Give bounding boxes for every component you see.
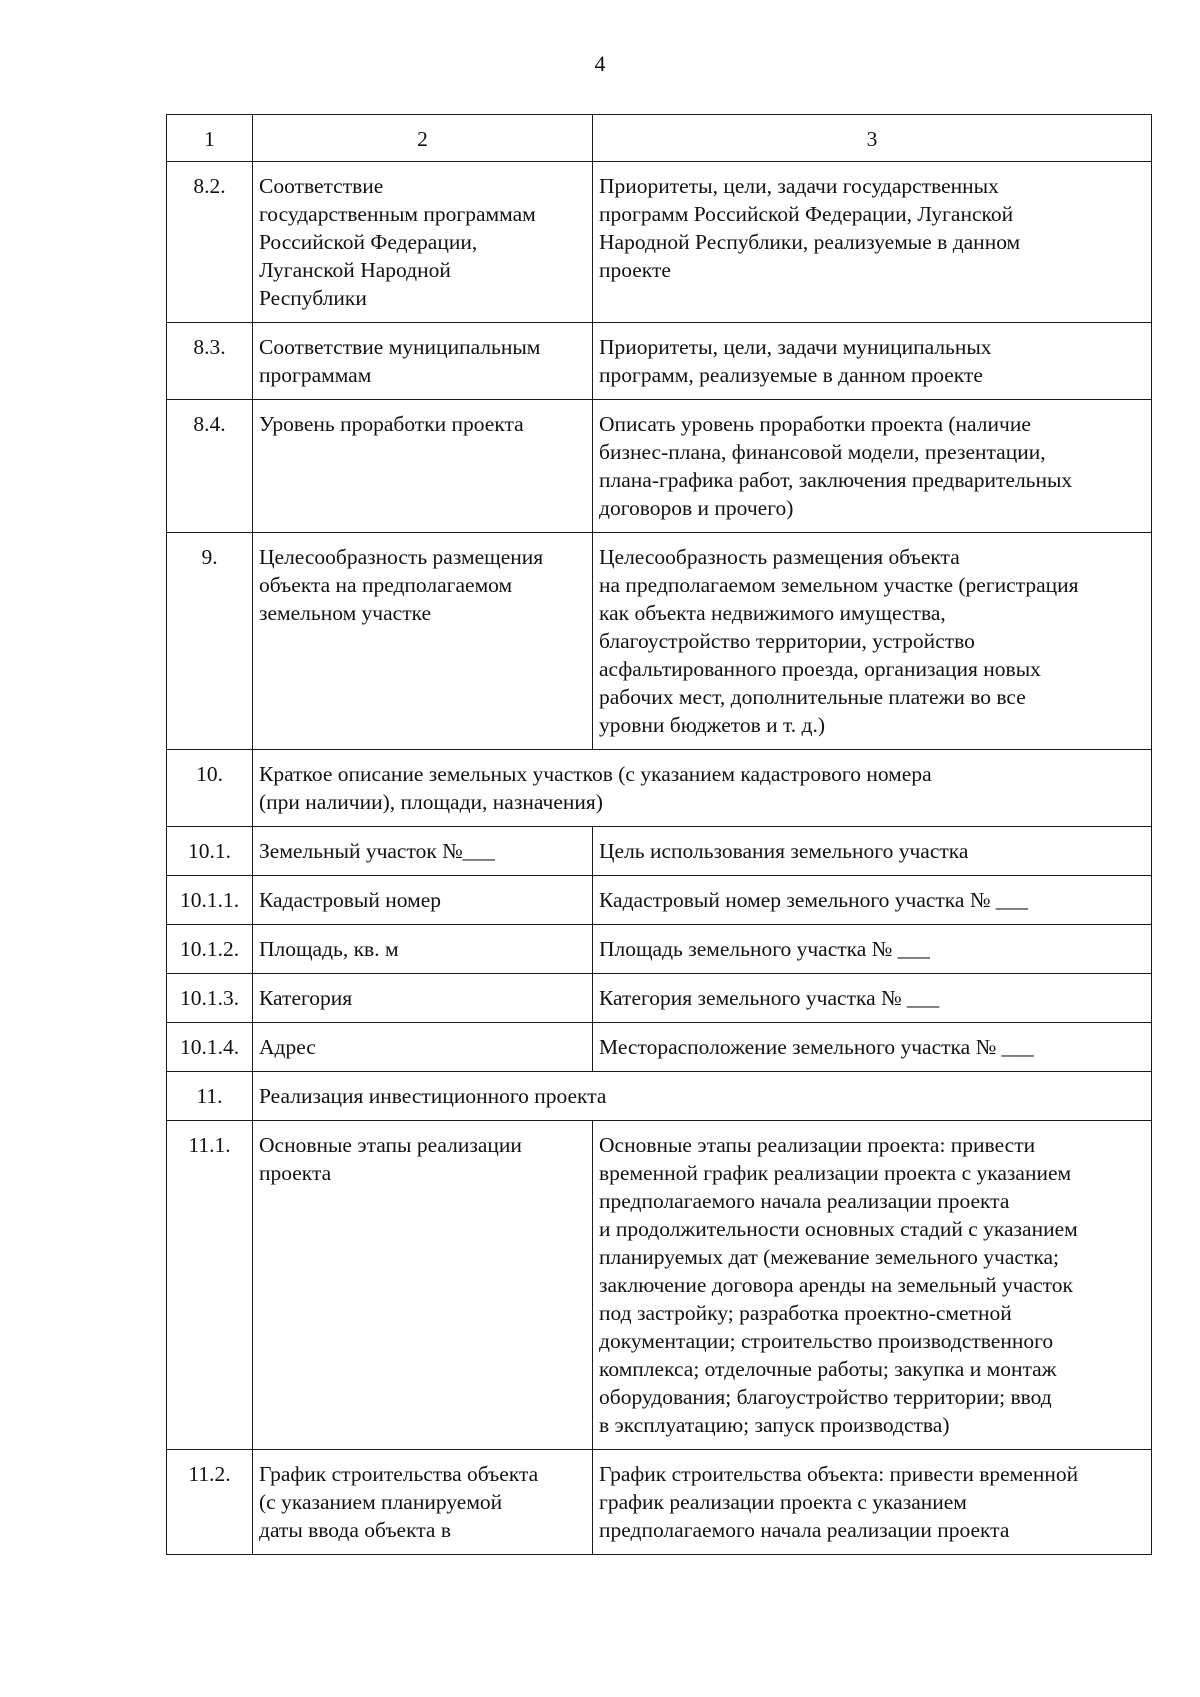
row-description: Приоритеты, цели, задачи государственных программ Российской Федерации, Луганской Народной Республики, реализуемые в данном проекте <box>593 162 1152 323</box>
section-title: Реализация инвестиционного проекта <box>253 1072 1152 1121</box>
table-row <box>167 876 1152 925</box>
row-description: Описать уровень проработки проекта (наличие бизнес-плана, финансовой модели, презентации, плана-графика работ, заключения предварительных договоров и прочего) <box>593 400 1152 533</box>
project-passport-table <box>166 114 1152 1555</box>
row-number: 10. <box>167 750 253 827</box>
row-number: 10.1. <box>167 827 253 876</box>
row-name: Площадь, кв. м <box>253 925 593 974</box>
page-number: 4 <box>594 51 606 76</box>
table-row <box>167 533 1152 750</box>
table-section-row <box>167 1072 1152 1121</box>
row-description: Цель использования земельного участка <box>593 827 1152 876</box>
row-description: Приоритеты, цели, задачи муниципальных программ, реализуемые в данном проекте <box>593 323 1152 400</box>
row-number: 8.3. <box>167 323 253 400</box>
column-number-1: 1 <box>167 115 253 162</box>
row-name: График строительства объекта (с указанием планируемой даты ввода объекта в <box>253 1450 593 1555</box>
row-description: Месторасположение земельного участка № ___ <box>593 1023 1152 1072</box>
row-description: Кадастровый номер земельного участка № ___ <box>593 876 1152 925</box>
row-number: 11.2. <box>167 1450 253 1555</box>
table-row <box>167 827 1152 876</box>
table-row <box>167 925 1152 974</box>
row-name: Основные этапы реализации проекта <box>253 1121 593 1450</box>
table-section-row <box>167 750 1152 827</box>
row-number: 8.4. <box>167 400 253 533</box>
row-name: Адрес <box>253 1023 593 1072</box>
row-number: 10.1.2. <box>167 925 253 974</box>
column-number-2: 2 <box>253 115 593 162</box>
table-row <box>167 1121 1152 1450</box>
column-number-3: 3 <box>593 115 1152 162</box>
row-description: Площадь земельного участка № ___ <box>593 925 1152 974</box>
row-number: 10.1.4. <box>167 1023 253 1072</box>
row-description: Целесообразность размещения объекта на предполагаемом земельном участке (регистрация как объекта недвижимого имущества, благоустройство территории, устройство асфальтированного проезда, организация новых рабочих мест, дополнительные платежи во все уровни бюджетов и т. д.) <box>593 533 1152 750</box>
row-name: Соответствие муниципальным программам <box>253 323 593 400</box>
section-title: Краткое описание земельных участков (с указанием кадастрового номера (при наличии), площади, назначения) <box>253 750 1152 827</box>
row-description: Категория земельного участка № ___ <box>593 974 1152 1023</box>
table-row <box>167 1450 1152 1555</box>
table-row <box>167 974 1152 1023</box>
row-name: Соответствие государственным программам Российской Федерации, Луганской Народной Республики <box>253 162 593 323</box>
row-name: Категория <box>253 974 593 1023</box>
table-row <box>167 323 1152 400</box>
table-row <box>167 162 1152 323</box>
row-number: 9. <box>167 533 253 750</box>
row-description: Основные этапы реализации проекта: привести временной график реализации проекта с указанием предполагаемого начала реализации проекта и продолжительности основных стадий с указанием планируемых дат (межевание земельного участка; заключение договора аренды на земельный участок под застройку; разработка проектно-сметной документации; строительство производственного комплекса; отделочные работы; закупка и монтаж оборудования; благоустройство территории; ввод в эксплуатацию; запуск производства) <box>593 1121 1152 1450</box>
table-header-row <box>167 115 1152 162</box>
row-number: 10.1.3. <box>167 974 253 1023</box>
row-number: 8.2. <box>167 162 253 323</box>
row-number: 10.1.1. <box>167 876 253 925</box>
table-row <box>167 400 1152 533</box>
row-number: 11. <box>167 1072 253 1121</box>
row-description: График строительства объекта: привести временной график реализации проекта с указанием предполагаемого начала реализации проекта <box>593 1450 1152 1555</box>
row-name: Земельный участок №___ <box>253 827 593 876</box>
row-number: 11.1. <box>167 1121 253 1450</box>
row-name: Целесообразность размещения объекта на предполагаемом земельном участке <box>253 533 593 750</box>
row-name: Кадастровый номер <box>253 876 593 925</box>
table-row <box>167 1023 1152 1072</box>
row-name: Уровень проработки проекта <box>253 400 593 533</box>
